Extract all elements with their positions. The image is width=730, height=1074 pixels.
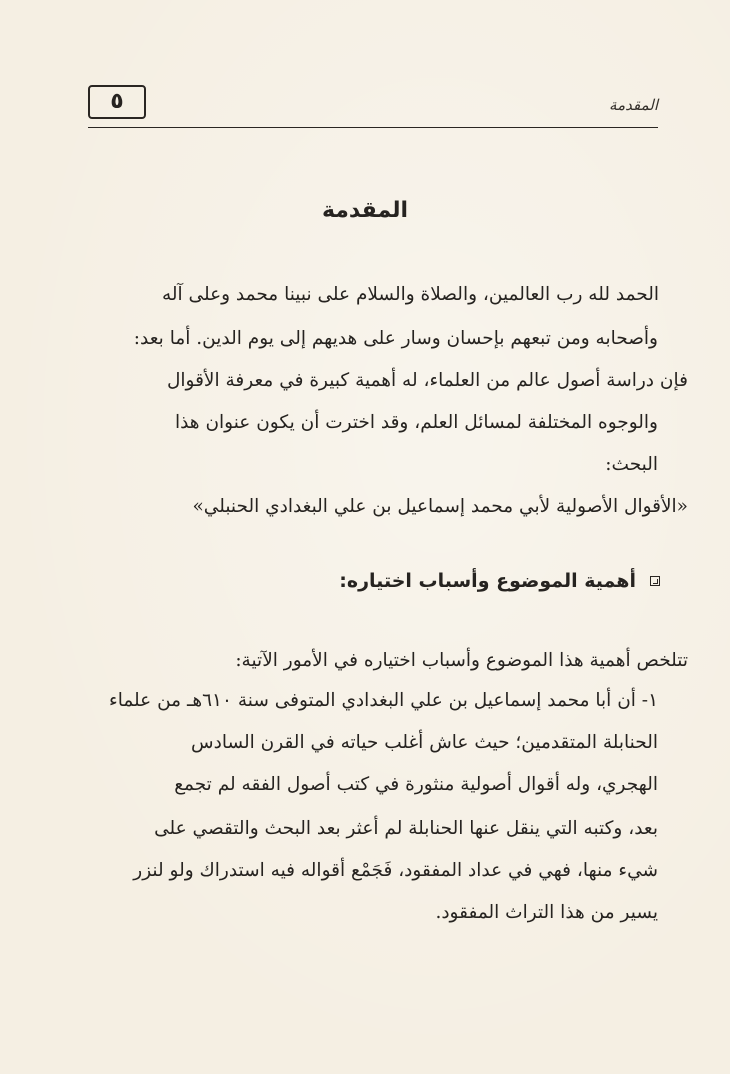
text-line: شيء منها، فهي في عداد المفقود، فَجَمْع أقواله فيه استدراك ولو لنزر xyxy=(133,860,658,881)
page-number xyxy=(88,85,146,119)
page-title: المقدمة xyxy=(321,198,409,223)
text-line: يسير من هذا التراث المفقود. xyxy=(435,902,658,923)
text-line: البحث: xyxy=(605,454,658,475)
header-rule xyxy=(88,127,658,128)
text-line: الهجري، وله أقوال أصولية منثورة في كتب أصول الفقه لم تجمع xyxy=(174,774,658,795)
text-line: تتلخص أهمية هذا الموضوع وأسباب اختياره في الأمور الآتية: xyxy=(235,650,688,671)
section-heading xyxy=(339,570,660,592)
page-number-value: ٥ xyxy=(110,89,124,114)
text-line: فإن دراسة أصول عالم من العلماء، له أهمية كبيرة في معرفة الأقوال xyxy=(166,370,688,391)
section-heading-text: أهمية الموضوع وأسباب اختياره: xyxy=(339,570,636,592)
text-line: الحنابلة المتقدمين؛ حيث عاش أغلب حياته في القرن السادس xyxy=(191,732,658,753)
text-line: والوجوه المختلفة لمسائل العلم، وقد اخترت أن يكون عنوان هذا xyxy=(174,412,658,433)
square-bullet-icon xyxy=(650,576,660,586)
text-line: وأصحابه ومن تبعهم بإحسان وسار على هديهم إلى يوم الدين. أما بعد: xyxy=(133,328,658,349)
list-item-line: ١- أن أبا محمد إسماعيل بن علي البغدادي المتوفى سنة ٦١٠هـ من علماء xyxy=(109,690,658,711)
book-title-quote: «الأقوال الأصولية لأبي محمد إسماعيل بن علي البغدادي الحنبلي» xyxy=(192,496,688,517)
running-head: المقدمة xyxy=(609,96,658,114)
text-line: الحمد لله رب العالمين، والصلاة والسلام على نبينا محمد وعلى آله xyxy=(161,284,659,305)
text-line: بعد، وكتبه التي ينقل عنها الحنابلة لم أعثر بعد البحث والتقصي على xyxy=(154,818,658,839)
